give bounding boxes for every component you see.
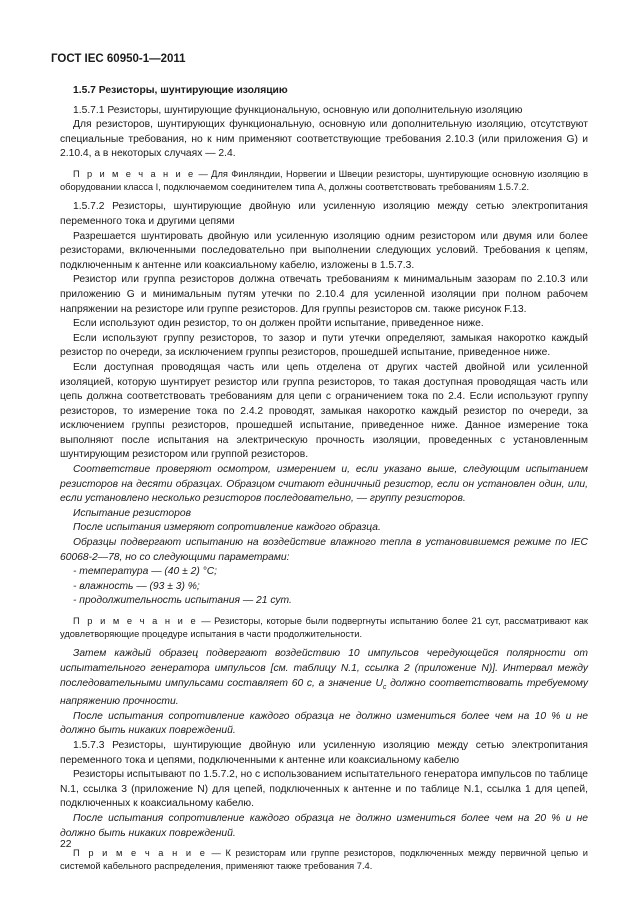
document-body [60, 84, 588, 880]
paragraph: Если доступная проводящая часть или цепь отделена от других частей двойной или усиленной изоляцией, которую шунтирует резистор или группа резисторов, то такая доступная проводящая часть или цепь должна соответствовать требованиям для цепи с ограничением тока по 2.4. Если используют группу резисторов, то измерение тока по 2.4.2 проводят, замыкая накоротко каждый резистор по очереди, за исключением группы резисторов, прошедшей испытание, приведенное ниже. Данное измерение тока выполняют после испытания на электрическую прочность изоляции, проведенных с установленным шунтирующим резистором или группой резисторов. [60, 361, 588, 461]
text-span: Затем каждый образец подвергают воздействию 10 импульсов чередующейся полярности от испытательного генератора импульсов [см. таблицу N.1, ссылка 2 (приложение N)]. Интервал между последовательными импульсами составляет 60 с, а значение U [60, 648, 588, 689]
document-code: ГОСТ IEC 60950-1—2011 [51, 53, 186, 65]
paragraph: После испытания сопротивление каждого образца не должно измениться более чем на 20 % и не должно быть никаких повреждений. [60, 812, 588, 839]
list-item: - продолжительность испытания — 21 сут. [73, 595, 292, 607]
paragraph [60, 647, 588, 709]
subsection-title: 1.5.7.3 Резисторы, шунтирующие двойную или усиленную изоляцию между сетью электропитания переменного тока и цепями, подключенными к антенне или коаксиальному кабелю [60, 740, 588, 766]
note-text: — Резисторы, которые были подвергнуты испытанию более 21 сут, рассматривают как удовлетворяющие процедуре испытания в части продолжительности. [60, 616, 588, 640]
note-text: — Для Финляндии, Норвегии и Швеции резисторы, шунтирующие основную изоляцию в оборудовании класса I, подключаемом соединителем типа А, должны соответствовать требованиям 1.5.7.2. [60, 168, 589, 193]
note [60, 847, 588, 873]
paragraph: Если используют один резистор, то он должен пройти испытание, приведенное ниже. [73, 318, 484, 330]
paragraph: После испытания сопротивление каждого образца не должно измениться более чем на 10 % и не должно быть никаких повреждений. [60, 710, 588, 737]
paragraph: Резисторы испытывают по 1.5.7.2, но с использованием испытательного генератора импульсов по таблице N.1, ссылка 3 (приложение N) для цепей, подключенных к антенне и по таблице N.1, ссылка 1 для цепей, подключенных к коаксиальному кабелю. [60, 769, 588, 810]
subscript: c [382, 683, 387, 691]
note-label: П р и м е ч а н и е [73, 848, 207, 859]
list-item: - влажность — (93 ± 3) %; [73, 580, 200, 592]
compliance-paragraph: Соответствие проверяют осмотром, измерением и, если указано выше, следующим испытанием резисторов на десяти образцах. Образцом считают единичный резистор, если он установлен один, или, если установлено несколько резисторов последовательно, — группу резисторов. [60, 464, 588, 505]
section-heading: 1.5.7 Резисторы, шунтирующие изоляцию [73, 85, 288, 96]
test-title: Испытание резисторов [73, 507, 191, 519]
note-label: П р и м е ч а н и е [73, 168, 196, 179]
note-label: П р и м е ч а н и е [73, 616, 198, 626]
page-number: 22 [60, 839, 72, 850]
list-item: - температура — (40 ± 2) °С; [73, 566, 218, 578]
paragraph: Резистор или группа резисторов должна отвечать требованиям к минимальным зазорам по 2.10.3 или приложению G и минимальным путям утечки по 2.10.4 для усиленной изоляции при полном рабочем напряжении на резисторе или группе резисторов. Для группы резисторов см. также рисунок F.13. [60, 274, 588, 315]
paragraph: Если используют группу резисторов, то зазор и пути утечки определяют, замыкая накоротко каждый резистор по очереди, за исключением группы резисторов, прошедшей испытание, приведенное ниже. [60, 332, 588, 359]
paragraph: Образцы подвергают испытанию на воздействие влажного тепла в установившемся режиме по IEC 60068-2—78, но со следующими параметрами: [60, 537, 588, 563]
subsection-title: 1.5.7.1 Резисторы, шунтирующие функциональную, основную или дополнительную изоляцию [73, 104, 523, 116]
note [60, 615, 588, 641]
paragraph: Для резисторов, шунтирующих функциональную, основную или дополнительную изоляцию, отсутствуют специальные требования, но к ним применяют соответствующие требования 2.10.3 (или приложения G) и 2.10.4, а в некоторых случаях — 2.4. [60, 119, 588, 160]
note [60, 168, 588, 194]
paragraph: После испытания измеряют сопротивление каждого образца. [73, 522, 381, 534]
note-text: — К резисторам или группе резисторов, подключенных между первичной цепью и системой кабельного распределения, применяют также требования 7.4. [60, 848, 588, 872]
subsection-title: 1.5.7.2 Резисторы, шунтирующие двойную или усиленную изоляцию между сетью электропитания переменного тока и другими цепями [60, 201, 588, 227]
text-span: должно соответствовать требуемому напряжению прочности. [60, 677, 589, 708]
paragraph: Разрешается шунтировать двойную или усиленную изоляцию одним резистором или двумя или более резисторами, включенными последовательно при выполнении следующих условий. Требования к цепям, подключенным к антенне или коаксиальному кабелю, изложены в 1.5.7.3. [60, 230, 588, 271]
